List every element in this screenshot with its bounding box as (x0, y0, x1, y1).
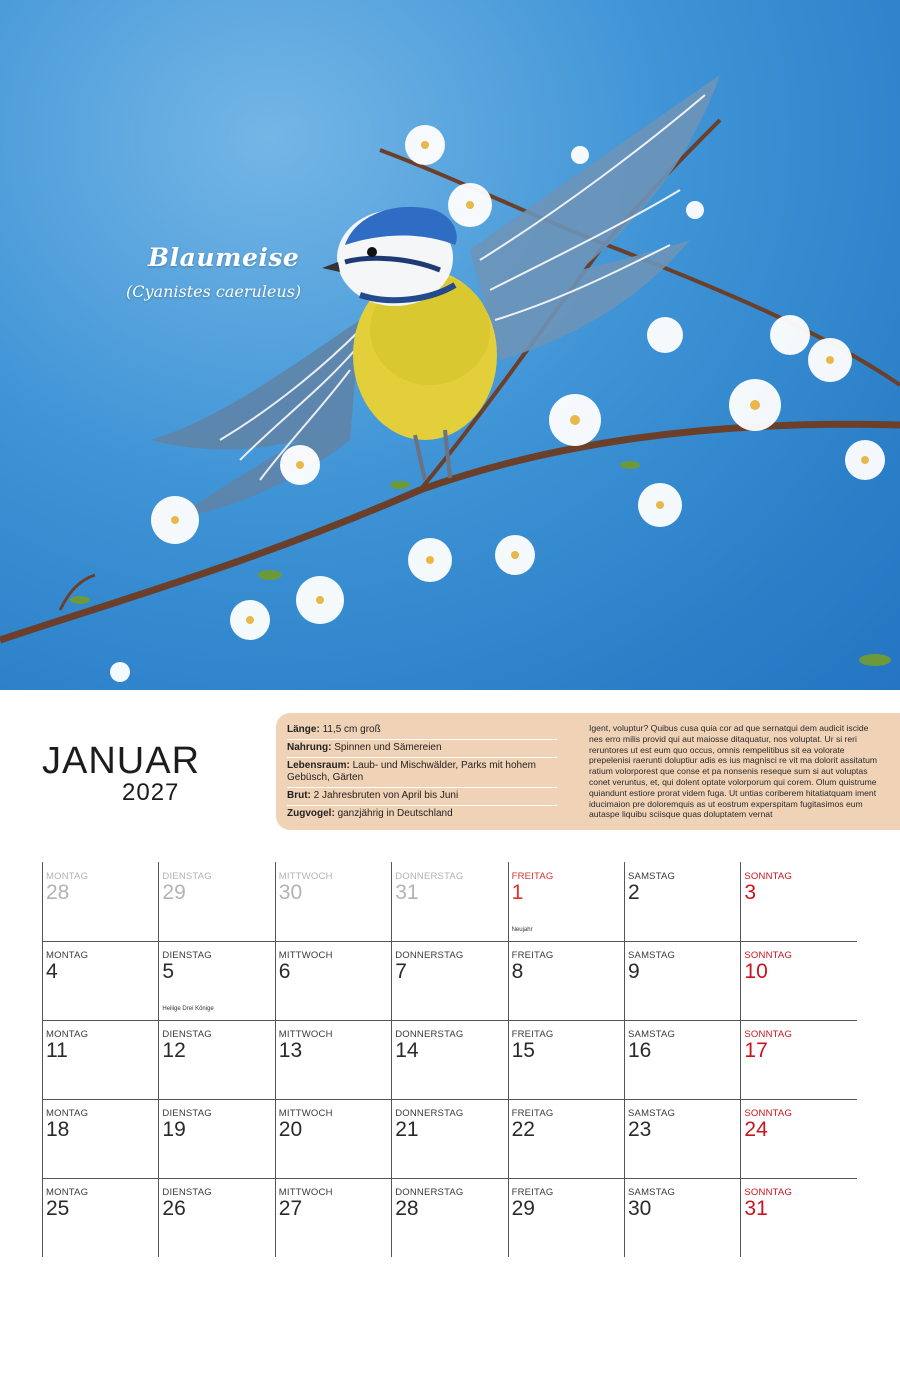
day-number: 13 (278, 1039, 303, 1062)
calendar-day (275, 941, 391, 1020)
grid-column-line (508, 862, 509, 1257)
day-number: 16 (628, 1039, 652, 1062)
grid-row-line (42, 941, 857, 942)
day-number: 29 (511, 1197, 535, 1220)
grid-column-line (42, 862, 43, 1257)
calendar-day (740, 1178, 856, 1257)
day-number: 7 (395, 960, 407, 983)
calendar-day (508, 1099, 624, 1178)
weekday-label: FREITAG (511, 1108, 554, 1119)
weekday-label: FREITAG (511, 1187, 554, 1198)
day-number: 20 (278, 1118, 303, 1141)
day-number: 21 (395, 1118, 419, 1141)
weekday-label: DONNERSTAG (395, 950, 464, 961)
fact-food (287, 740, 557, 758)
calendar-day (624, 941, 740, 1020)
day-number: 18 (46, 1118, 70, 1141)
calendar-day (508, 1178, 624, 1257)
day-number: 3 (744, 881, 757, 904)
calendar-day (42, 1099, 158, 1178)
fact-breeding (287, 788, 557, 806)
weekday-label: SONNTAG (744, 950, 793, 961)
weekday-label: SAMSTAG (628, 1029, 676, 1040)
day-number: 23 (628, 1118, 652, 1141)
weekday-label: MITTWOCH (278, 1108, 333, 1119)
weekday-label: MONTAG (46, 871, 89, 882)
calendar-day (158, 941, 274, 1020)
fact-label: Zugvogel: (287, 808, 335, 819)
fact-label: Brut: (287, 790, 311, 801)
calendar-day (158, 1020, 274, 1099)
weekday-label: DIENSTAG (162, 1029, 212, 1040)
grid-column-line (740, 862, 741, 1257)
weekday-label: DIENSTAG (162, 871, 212, 882)
weekday-label: SAMSTAG (628, 871, 676, 882)
weekday-label: MONTAG (46, 1029, 89, 1040)
grid-row-line (42, 1020, 857, 1021)
fact-value: 11,5 cm groß (322, 724, 381, 735)
weekday-label: SONNTAG (744, 1029, 793, 1040)
day-number: 22 (511, 1118, 535, 1141)
calendar-day (624, 1099, 740, 1178)
day-number: 26 (162, 1197, 186, 1220)
bird-name: Blaumeise (148, 243, 300, 272)
day-number: 10 (744, 960, 768, 983)
day-number: 14 (395, 1039, 419, 1062)
weekday-label: DONNERSTAG (395, 1187, 464, 1198)
day-number: 30 (628, 1197, 652, 1220)
day-number: 19 (162, 1118, 186, 1141)
calendar-day (42, 1020, 158, 1099)
weekday-label: MITTWOCH (278, 950, 333, 961)
day-number: 25 (46, 1197, 70, 1220)
day-number: 11 (46, 1039, 68, 1062)
holiday-label: Heilige Drei Könige (162, 1006, 214, 1012)
fact-length (287, 722, 557, 740)
calendar-day (275, 862, 391, 941)
weekday-label: MITTWOCH (278, 1187, 333, 1198)
weekday-label: SAMSTAG (628, 1108, 676, 1119)
day-number: 8 (511, 960, 524, 983)
grid-column-line (158, 862, 159, 1257)
calendar-day (391, 862, 507, 941)
weekday-label: MONTAG (46, 1187, 89, 1198)
calendar-day (158, 1099, 274, 1178)
calendar-day (158, 1178, 274, 1257)
day-number: 4 (46, 960, 58, 983)
bird-latin-name: (Cyanistes caeruleus) (126, 282, 302, 301)
calendar-day (391, 941, 507, 1020)
day-number: 15 (511, 1039, 535, 1062)
weekday-label: DONNERSTAG (395, 871, 464, 882)
weekday-label: SAMSTAG (628, 1187, 676, 1198)
year-title: 2027 (122, 779, 180, 806)
weekday-label: DIENSTAG (162, 1108, 212, 1119)
day-number: 9 (628, 960, 640, 983)
weekday-label: SONNTAG (744, 1187, 793, 1198)
grid-row-line (42, 1178, 857, 1179)
fact-habitat (287, 758, 557, 788)
calendar-day (275, 1020, 391, 1099)
day-number: 5 (162, 960, 175, 983)
day-number: 28 (395, 1197, 419, 1220)
day-number: 30 (278, 881, 303, 904)
fact-migration (287, 806, 557, 823)
day-number: 31 (395, 881, 419, 904)
weekday-label: MONTAG (46, 1108, 89, 1119)
description-text: Igent, voluptur? Quibus cusa quia cor ad que sernatqui dem audicit iscide nes erro milis provid qui aut maiosse ditaquatur, nos voluptat. Ur si reri reruntores ut est eum quo occus, omnis rempelitibus sit ea volorate prepelenisi raerunti doluptiur adis es ius magnisci re vit ma dolorit assitatum ratium volorporest que conse et pa nonsenis reseque sum si aut voluptas conet veruntus, et, qui dolent optate volorporum qui corem. Olum quistrume quiandunt estiore prorat videm fuga. Ut untias coriberem hitatiatquam iment iducimaion pre doloremquis as ut eostrum experspitam fugitasimos eum autaspe liquibu sciisque quas doluptatem vernat (589, 723, 878, 820)
weekday-label: SAMSTAG (628, 950, 676, 961)
day-number: 31 (744, 1197, 768, 1220)
weekday-label: SONNTAG (744, 1108, 793, 1119)
month-title: JANUAR (42, 740, 201, 782)
fact-value: ganzjährig in Deutschland (337, 808, 453, 819)
day-number: 24 (744, 1118, 768, 1141)
calendar-day (624, 1020, 740, 1099)
weekday-label: DIENSTAG (162, 1187, 212, 1198)
weekday-label: MITTWOCH (278, 1029, 333, 1040)
weekday-label: SONNTAG (744, 871, 793, 882)
fact-list (287, 722, 557, 823)
calendar-day (275, 1099, 391, 1178)
weekday-label: FREITAG (511, 871, 554, 882)
calendar-day (624, 1178, 740, 1257)
calendar-day (275, 1178, 391, 1257)
calendar-day (42, 862, 158, 941)
weekday-label: DONNERSTAG (395, 1029, 464, 1040)
fact-label: Lebensraum: (287, 760, 350, 771)
weekday-label: DIENSTAG (162, 950, 212, 961)
fact-label: Länge: (287, 724, 320, 735)
day-number: 29 (162, 881, 186, 904)
calendar-day (624, 862, 740, 941)
calendar-day (42, 1178, 158, 1257)
grid-row-line (42, 1099, 857, 1100)
grid-column-line (275, 862, 276, 1257)
grid-column-line (391, 862, 392, 1257)
calendar-day (508, 941, 624, 1020)
weekday-label: MONTAG (46, 950, 89, 961)
calendar-day (391, 1099, 507, 1178)
fact-value: 2 Jahresbruten von April bis Juni (313, 790, 459, 801)
calendar-day (740, 1099, 856, 1178)
grid-column-line (624, 862, 625, 1257)
calendar-day (508, 1020, 624, 1099)
calendar-day (740, 941, 856, 1020)
calendar-day (740, 862, 856, 941)
day-number: 1 (511, 881, 524, 904)
calendar-day (158, 862, 274, 941)
day-number: 12 (162, 1039, 186, 1062)
day-number: 2 (628, 881, 640, 904)
day-number: 6 (278, 960, 291, 983)
weekday-label: FREITAG (511, 1029, 554, 1040)
day-number: 28 (46, 881, 70, 904)
fact-value: Laub- und Mischwälder, Parks mit hohem Gebüsch, Gärten (287, 760, 536, 783)
weekday-label: DONNERSTAG (395, 1108, 464, 1119)
calendar-day (740, 1020, 856, 1099)
weekday-label: FREITAG (511, 950, 554, 961)
day-number: 17 (744, 1039, 768, 1062)
calendar-day (508, 862, 624, 941)
fact-label: Nahrung: (287, 742, 332, 753)
day-number: 27 (278, 1197, 303, 1220)
fact-value: Spinnen und Sämereien (334, 742, 442, 753)
weekday-label: MITTWOCH (278, 871, 333, 882)
holiday-label: Neujahr (511, 927, 533, 933)
calendar-day (42, 941, 158, 1020)
calendar-day (391, 1178, 507, 1257)
calendar-day (391, 1020, 507, 1099)
